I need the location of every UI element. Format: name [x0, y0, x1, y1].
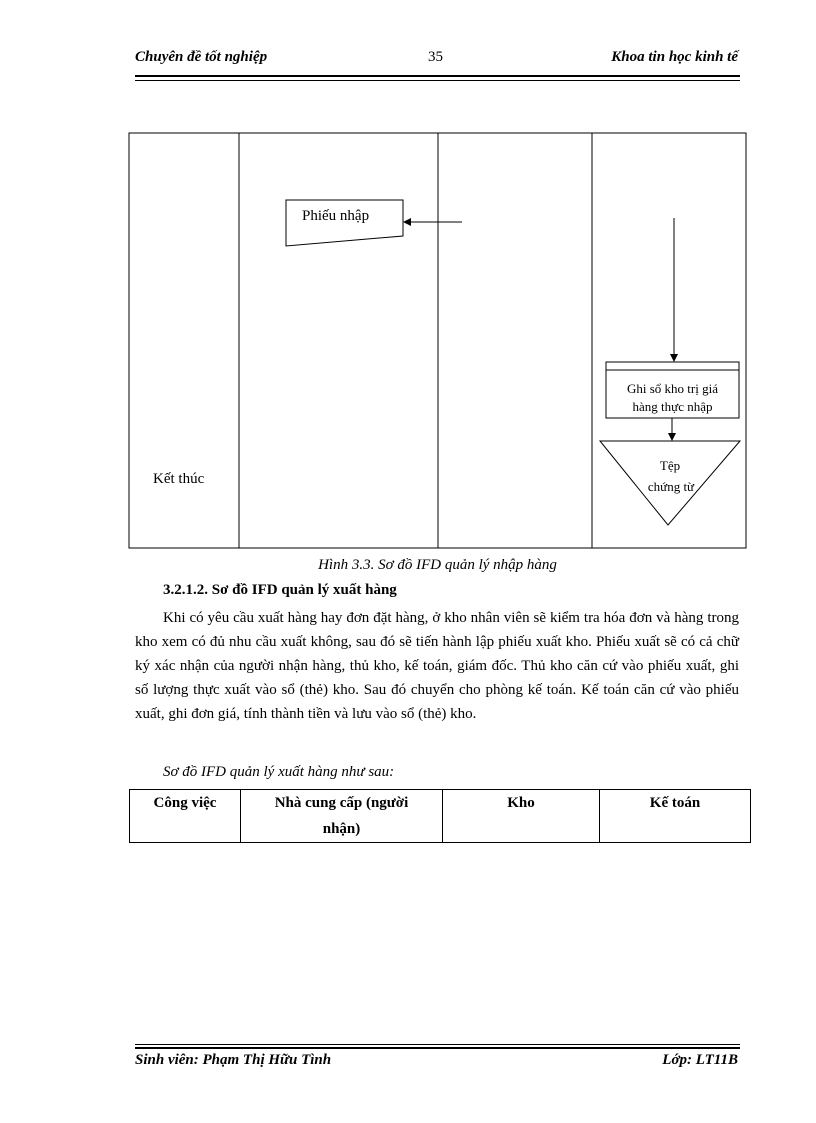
footer-right: Lớp: LT11B [662, 1052, 738, 1068]
ghi-so-label-line1: Ghi sổ kho trị giá [627, 381, 718, 396]
header-left: Chuyên đề tốt nghiệp [135, 49, 268, 65]
footer-rule-thick [135, 1047, 740, 1049]
section-paragraph: Khi có yêu cầu xuất hàng hay đơn đặt hàng, ở kho nhân viên sẽ kiểm tra hóa đơn và hàng trong kho xem có đủ nhu cầu xuất không, sau đó sẽ tiến hành lập phiếu xuất kho. Phiếu xuất sẽ có cả chữ ký xác nhận của người nhận hàng, thủ kho, kế toán, giám đốc. Thủ kho căn cứ vào phiếu xuất, ghi số lượng thực xuất vào sổ (thẻ) kho. Sau đó chuyển cho phòng kế toán. Kế toán căn cứ vào phiếu xuất, ghi đơn giá, tính thành tiền và lưu vào sổ (thẻ) kho. [135, 610, 739, 722]
figure-caption: Hình 3.3. Sơ đồ IFD quản lý nhập hàng [318, 557, 557, 573]
ghi-so-label-line2: hàng thực nhập [632, 399, 713, 414]
table-header-nha-cung-cap: Nhà cung cấp (người nhận) [240, 789, 443, 843]
table-header-ke-toan: Kế toán [599, 789, 751, 843]
tep-label-line1: Tệp [659, 458, 681, 473]
footer-rule-thin [135, 1044, 740, 1045]
section-heading: 3.2.1.2. Sơ đồ IFD quản lý xuất hàng [163, 582, 397, 598]
footer-left: Sinh viên: Phạm Thị Hữu Tình [135, 1052, 332, 1068]
ifd-diagram [0, 0, 816, 560]
section-intro: Sơ đồ IFD quản lý xuất hàng như sau: [163, 764, 395, 780]
tep-label-line2: chứng từ [647, 479, 695, 494]
table-header-cong-viec: Công việc [129, 789, 241, 843]
row-label-ket-thuc: Kết thúc [153, 471, 205, 487]
table-header-kho: Kho [442, 789, 600, 843]
page-number: 35 [428, 49, 443, 65]
header-right: Khoa tin học kinh tế [611, 49, 738, 65]
phieu-nhap-label: Phiếu nhập [302, 208, 370, 224]
